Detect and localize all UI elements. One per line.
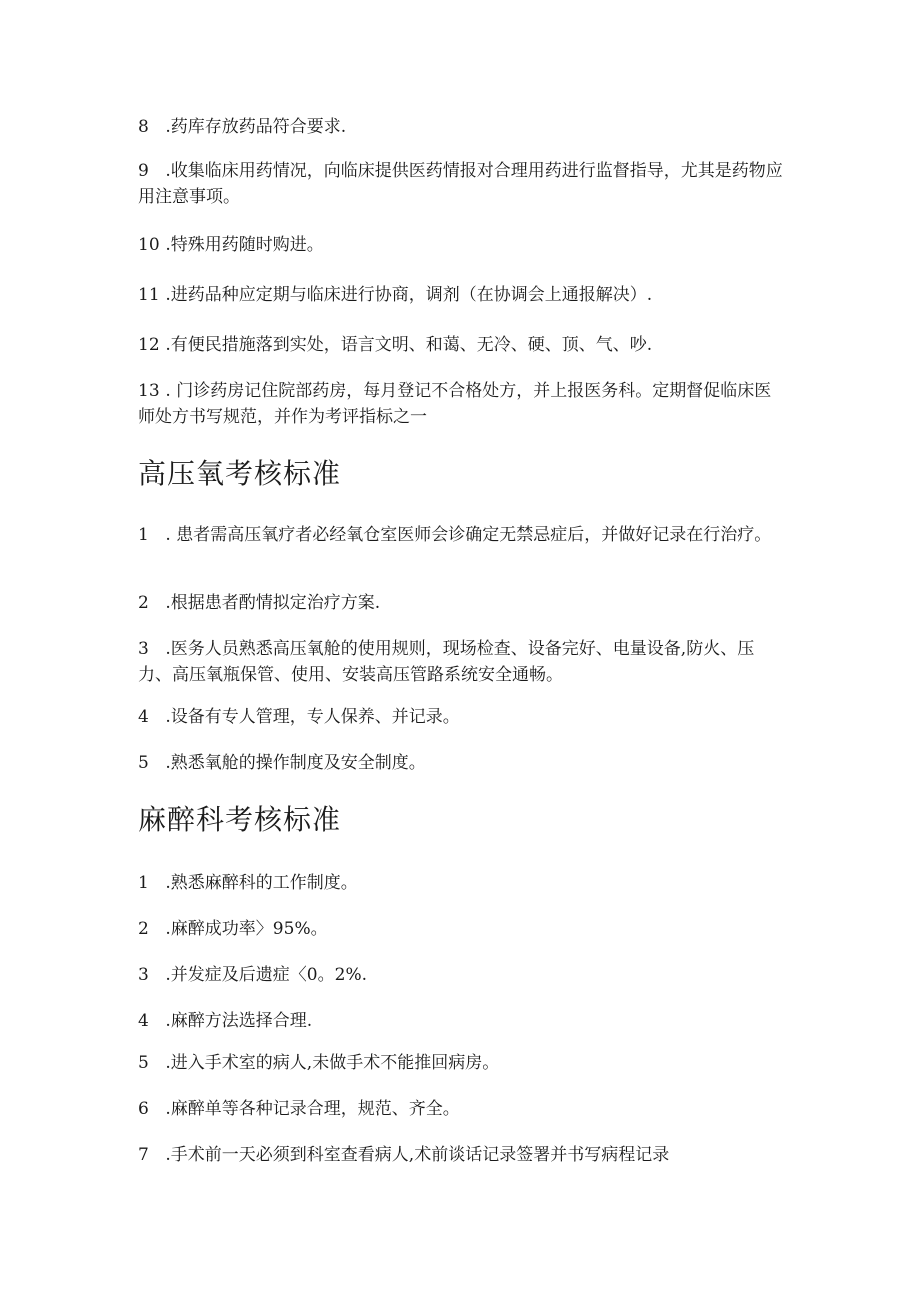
item-text: .麻醉成功率〉95%。 bbox=[165, 919, 328, 939]
item-text: .手术前一天必须到科室查看病人,术前谈话记录签署并书写病程记录 bbox=[165, 1145, 670, 1165]
item-text: .熟悉氧舱的操作制度及安全制度。 bbox=[165, 753, 426, 773]
item-number: 10 bbox=[138, 235, 160, 255]
item-text: .麻醉方法选择合理. bbox=[165, 1011, 313, 1031]
list-item bbox=[138, 1008, 788, 1034]
list-item bbox=[138, 158, 788, 210]
list-item bbox=[138, 704, 788, 730]
item-text: .进入手术室的病人,未做手术不能推回病房。 bbox=[165, 1053, 500, 1073]
list-item bbox=[138, 378, 788, 430]
list-item bbox=[138, 522, 788, 548]
list-item bbox=[138, 332, 788, 358]
item-number: 11 bbox=[138, 285, 160, 305]
item-text: .并发症及后遗症〈0。2%. bbox=[165, 965, 367, 985]
item-number: 1 bbox=[138, 525, 149, 545]
item-number: 2 bbox=[138, 919, 149, 939]
item-number: 2 bbox=[138, 593, 149, 613]
section-heading-anesthesiology: 麻醉科考核标准 bbox=[138, 803, 342, 836]
list-item bbox=[138, 282, 788, 308]
item-text: .麻醉单等各种记录合理，规范、齐全。 bbox=[165, 1099, 460, 1119]
list-item bbox=[138, 636, 788, 688]
section-heading-hyperbaric-oxygen: 高压氧考核标准 bbox=[138, 457, 342, 490]
item-text: . 门诊药房记住院部药房，每月登记不合格处方，并上报医务科。定期督促临床医师处方书写规范，并作为考评指标之一 bbox=[138, 381, 772, 427]
item-number: 12 bbox=[138, 335, 160, 355]
item-number: 6 bbox=[138, 1099, 149, 1119]
item-text: . 患者需高压氧疗者必经氧仓室医师会诊确定无禁忌症后，并做好记录在行治疗。 bbox=[165, 525, 772, 545]
item-text: .特殊用药随时购进。 bbox=[165, 235, 324, 255]
list-item bbox=[138, 750, 788, 776]
item-text: .医务人员熟悉高压氧舱的使用规则，现场检查、设备完好、电量设备,防火、压力、高压氧瓶保管、使用、安装高压管路系统安全通畅。 bbox=[138, 639, 755, 685]
list-item bbox=[138, 1096, 788, 1122]
list-item bbox=[138, 870, 788, 896]
item-text: .进药品种应定期与临床进行协商，调剂（在协调会上通报解决）. bbox=[165, 285, 653, 305]
item-text: .熟悉麻醉科的工作制度。 bbox=[165, 873, 358, 893]
list-item bbox=[138, 590, 788, 616]
item-number: 3 bbox=[138, 965, 149, 985]
item-number: 13 bbox=[138, 381, 160, 401]
item-text: .设备有专人管理，专人保养、并记录。 bbox=[165, 707, 460, 727]
list-item bbox=[138, 962, 788, 988]
list-item bbox=[138, 916, 788, 942]
list-item bbox=[138, 114, 788, 140]
item-text: .根据患者酌情拟定治疗方案. bbox=[165, 593, 381, 613]
item-number: 9 bbox=[138, 161, 149, 181]
item-number: 5 bbox=[138, 1053, 149, 1073]
list-item bbox=[138, 1050, 788, 1076]
item-text: .收集临床用药情况，向临床提供医药情报对合理用药进行监督指导，尤其是药物应用注意事项。 bbox=[138, 161, 783, 207]
item-number: 8 bbox=[138, 117, 149, 137]
list-item bbox=[138, 232, 788, 258]
item-number: 4 bbox=[138, 1011, 149, 1031]
item-number: 5 bbox=[138, 753, 149, 773]
item-number: 3 bbox=[138, 639, 149, 659]
item-text: .有便民措施落到实处，语言文明、和蔼、无冷、硬、顶、气、吵. bbox=[165, 335, 653, 355]
item-number: 4 bbox=[138, 707, 149, 727]
list-item bbox=[138, 1142, 788, 1168]
item-number: 1 bbox=[138, 873, 149, 893]
item-text: .药库存放药品符合要求. bbox=[165, 117, 347, 137]
item-number: 7 bbox=[138, 1145, 149, 1165]
